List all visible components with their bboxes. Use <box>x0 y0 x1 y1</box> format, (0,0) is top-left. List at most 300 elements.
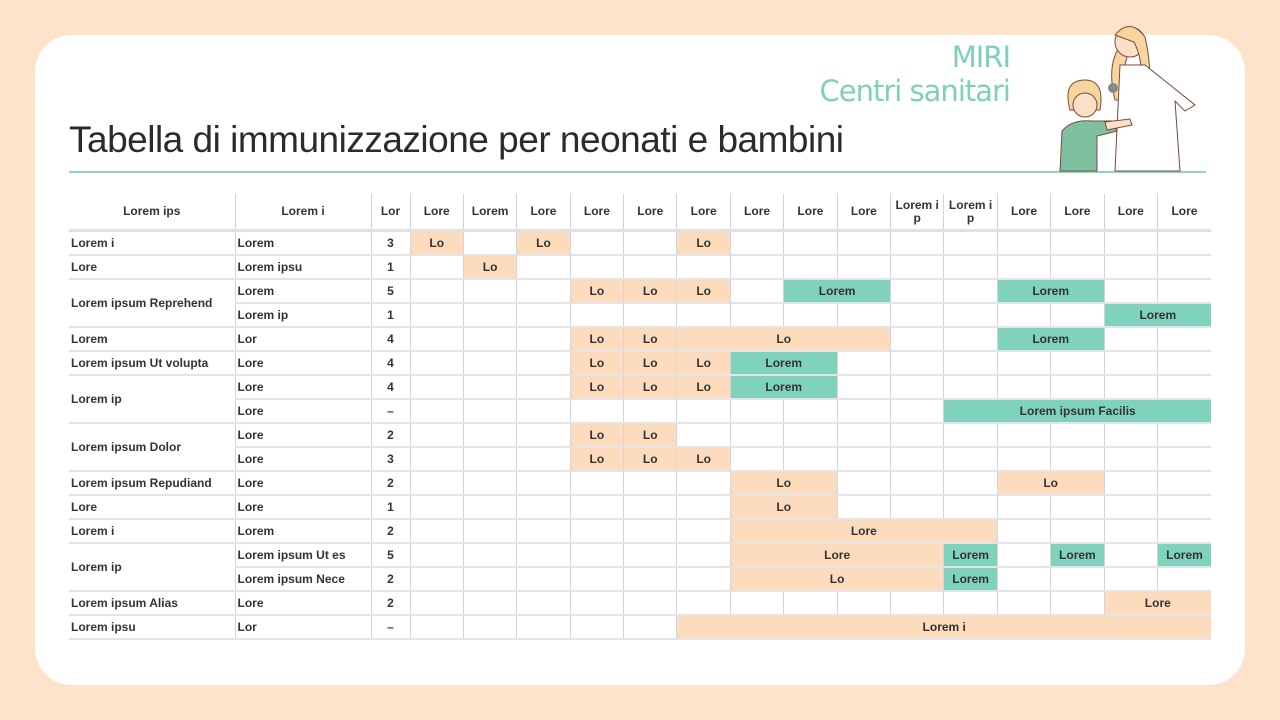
schedule-cell-empty <box>730 399 783 423</box>
doses-cell: 1 <box>371 495 410 519</box>
schedule-cell-empty <box>784 591 837 615</box>
vaccine-name-cell: Lorem ipsum Nece <box>235 567 371 591</box>
schedule-cell-empty <box>410 303 463 327</box>
schedule-cell-empty <box>944 471 997 495</box>
schedule-cell-empty <box>517 519 570 543</box>
schedule-cell-empty <box>410 519 463 543</box>
schedule-cell-empty <box>624 615 677 639</box>
schedule-span-green: Lorem <box>997 279 1104 303</box>
schedule-cell-empty <box>1051 591 1104 615</box>
schedule-cell-empty <box>410 471 463 495</box>
schedule-cell-empty <box>410 423 463 447</box>
column-header: Lore <box>410 194 463 231</box>
schedule-cell-empty <box>891 423 944 447</box>
schedule-cell-empty <box>570 303 623 327</box>
schedule-span-green: Lorem <box>1157 543 1211 567</box>
doses-cell: – <box>371 615 410 639</box>
schedule-cell-empty <box>517 399 570 423</box>
vaccine-group-cell: Lorem ip <box>69 375 235 423</box>
doses-cell: 4 <box>371 327 410 351</box>
schedule-cell-empty <box>944 231 997 256</box>
schedule-cell-empty <box>570 543 623 567</box>
schedule-span-peach: Lo <box>410 231 463 256</box>
schedule-cell-empty <box>410 375 463 399</box>
brand-subtitle: Centri sanitari <box>819 74 1010 108</box>
schedule-cell-empty <box>517 471 570 495</box>
schedule-cell-empty <box>624 255 677 279</box>
schedule-cell-empty <box>624 495 677 519</box>
doses-cell: 4 <box>371 351 410 375</box>
column-header: Lore <box>784 194 837 231</box>
schedule-cell-empty <box>944 447 997 471</box>
doctor-child-illustration <box>1030 20 1210 172</box>
schedule-cell-empty <box>517 543 570 567</box>
schedule-span-peach: Lo <box>463 255 516 279</box>
table-row <box>69 591 1211 615</box>
schedule-cell-empty <box>677 471 730 495</box>
column-header: Lore <box>997 194 1050 231</box>
column-header: Lore <box>730 194 783 231</box>
schedule-span-peach: Lo <box>570 375 623 399</box>
table-row <box>69 615 1211 639</box>
schedule-cell-empty <box>944 351 997 375</box>
schedule-span-peach: Lo <box>730 471 837 495</box>
page-title: Tabella di immunizzazione per neonati e bambini <box>69 119 844 160</box>
schedule-cell-empty <box>624 399 677 423</box>
schedule-span-peach: Lo <box>570 351 623 375</box>
schedule-cell-empty <box>837 375 890 399</box>
schedule-cell-empty <box>997 567 1050 591</box>
table-row <box>69 231 1211 256</box>
schedule-cell-empty <box>784 399 837 423</box>
doses-cell: 2 <box>371 471 410 495</box>
schedule-cell-empty <box>997 543 1050 567</box>
schedule-span-peach: Lo <box>624 327 677 351</box>
schedule-cell-empty <box>891 471 944 495</box>
schedule-cell-empty <box>1157 567 1211 591</box>
schedule-cell-empty <box>1157 375 1211 399</box>
doses-cell: 2 <box>371 591 410 615</box>
schedule-cell-empty <box>624 231 677 256</box>
schedule-cell-empty <box>837 495 890 519</box>
schedule-span-peach: Lo <box>624 423 677 447</box>
schedule-cell-empty <box>517 567 570 591</box>
vaccine-name-cell: Lore <box>235 495 371 519</box>
schedule-cell-empty <box>1157 519 1211 543</box>
schedule-cell-empty <box>891 375 944 399</box>
schedule-cell-empty <box>837 399 890 423</box>
schedule-cell-empty <box>677 255 730 279</box>
schedule-span-green: Lorem <box>784 279 891 303</box>
vaccine-group-cell: Lorem ip <box>69 543 235 591</box>
schedule-cell-empty <box>463 519 516 543</box>
schedule-cell-empty <box>410 327 463 351</box>
schedule-cell-empty <box>1157 231 1211 256</box>
schedule-span-peach: Lo <box>677 327 891 351</box>
schedule-cell-empty <box>1157 279 1211 303</box>
schedule-cell-empty <box>891 327 944 351</box>
schedule-span-peach: Lo <box>624 375 677 399</box>
vaccine-name-cell: Lore <box>235 423 371 447</box>
schedule-cell-empty <box>1104 375 1157 399</box>
schedule-cell-empty <box>517 447 570 471</box>
schedule-span-peach: Lo <box>677 375 730 399</box>
doses-cell: 1 <box>371 255 410 279</box>
vaccine-group-cell: Lore <box>69 255 235 279</box>
schedule-cell-empty <box>624 303 677 327</box>
schedule-cell-empty <box>463 375 516 399</box>
table-row <box>69 471 1211 495</box>
doses-cell: 5 <box>371 279 410 303</box>
schedule-cell-empty <box>997 519 1050 543</box>
schedule-cell-empty <box>570 615 623 639</box>
schedule-cell-empty <box>1051 303 1104 327</box>
schedule-cell-empty <box>891 495 944 519</box>
column-header: Lor <box>371 194 410 231</box>
vaccine-group-cell: Lorem <box>69 327 235 351</box>
schedule-cell-empty <box>1051 255 1104 279</box>
vaccine-group-cell: Lore <box>69 495 235 519</box>
schedule-cell-empty <box>410 567 463 591</box>
schedule-cell-empty <box>837 303 890 327</box>
schedule-cell-empty <box>1157 447 1211 471</box>
table-row <box>69 495 1211 519</box>
schedule-cell-empty <box>410 543 463 567</box>
schedule-span-green: Lorem <box>730 351 837 375</box>
schedule-cell-empty <box>570 471 623 495</box>
schedule-cell-empty <box>624 519 677 543</box>
column-header: Lore <box>677 194 730 231</box>
column-header: Lorem i p <box>891 194 944 231</box>
schedule-cell-empty <box>677 567 730 591</box>
column-header: Lore <box>570 194 623 231</box>
vaccine-name-cell: Lore <box>235 471 371 495</box>
schedule-cell-empty <box>1051 519 1104 543</box>
immunization-table <box>69 194 1211 640</box>
schedule-cell-empty <box>1104 351 1157 375</box>
doses-cell: 3 <box>371 231 410 256</box>
vaccine-group-cell: Lorem ipsum Ut volupta <box>69 351 235 375</box>
table-row <box>69 375 1211 399</box>
vaccine-name-cell: Lore <box>235 447 371 471</box>
schedule-span-peach: Lo <box>677 351 730 375</box>
schedule-cell-empty <box>1104 519 1157 543</box>
schedule-cell-empty <box>730 423 783 447</box>
schedule-cell-empty <box>570 255 623 279</box>
schedule-cell-empty <box>624 567 677 591</box>
table-row <box>69 255 1211 279</box>
vaccine-group-cell: Lorem i <box>69 519 235 543</box>
column-header: Lorem ips <box>69 194 235 231</box>
schedule-cell-empty <box>463 423 516 447</box>
schedule-cell-empty <box>730 255 783 279</box>
schedule-cell-empty <box>784 423 837 447</box>
schedule-cell-empty <box>837 447 890 471</box>
schedule-cell-empty <box>410 591 463 615</box>
schedule-cell-empty <box>1051 423 1104 447</box>
table-row <box>69 423 1211 447</box>
schedule-cell-empty <box>837 231 890 256</box>
table-row <box>69 303 1211 327</box>
table-row <box>69 279 1211 303</box>
schedule-cell-empty <box>463 591 516 615</box>
schedule-cell-empty <box>997 375 1050 399</box>
schedule-span-green: Lorem <box>997 327 1104 351</box>
schedule-cell-empty <box>891 303 944 327</box>
schedule-cell-empty <box>624 591 677 615</box>
schedule-span-peach: Lo <box>730 567 944 591</box>
schedule-cell-empty <box>463 327 516 351</box>
schedule-cell-empty <box>837 351 890 375</box>
schedule-cell-empty <box>1104 471 1157 495</box>
schedule-cell-empty <box>997 303 1050 327</box>
schedule-cell-empty <box>570 399 623 423</box>
schedule-cell-empty <box>997 423 1050 447</box>
vaccine-name-cell: Lorem <box>235 519 371 543</box>
schedule-cell-empty <box>891 591 944 615</box>
column-header: Lore <box>624 194 677 231</box>
schedule-cell-empty <box>463 279 516 303</box>
schedule-span-peach: Lo <box>570 423 623 447</box>
doses-cell: 2 <box>371 423 410 447</box>
table-row <box>69 567 1211 591</box>
schedule-cell-empty <box>944 255 997 279</box>
schedule-cell-empty <box>1051 447 1104 471</box>
schedule-cell-empty <box>677 519 730 543</box>
schedule-cell-empty <box>837 471 890 495</box>
schedule-cell-empty <box>997 447 1050 471</box>
schedule-cell-empty <box>1157 423 1211 447</box>
schedule-span-green: Lorem <box>944 567 997 591</box>
schedule-cell-empty <box>891 447 944 471</box>
schedule-cell-empty <box>517 423 570 447</box>
schedule-cell-empty <box>463 495 516 519</box>
column-header: Lore <box>517 194 570 231</box>
vaccine-group-cell: Lorem ipsum Repudiand <box>69 471 235 495</box>
schedule-cell-empty <box>997 255 1050 279</box>
schedule-span-peach: Lo <box>997 471 1104 495</box>
schedule-cell-empty <box>1051 567 1104 591</box>
schedule-cell-empty <box>891 231 944 256</box>
vaccine-group-cell: Lorem ipsu <box>69 615 235 639</box>
schedule-cell-empty <box>570 591 623 615</box>
schedule-cell-empty <box>677 591 730 615</box>
column-header: Lorem i <box>235 194 371 231</box>
vaccine-name-cell: Lorem ipsum Ut es <box>235 543 371 567</box>
vaccine-name-cell: Lorem ipsu <box>235 255 371 279</box>
schedule-cell-empty <box>1051 231 1104 256</box>
schedule-cell-empty <box>891 279 944 303</box>
schedule-cell-empty <box>463 447 516 471</box>
column-header: Lorem i p <box>944 194 997 231</box>
schedule-span-peach: Lo <box>730 495 837 519</box>
schedule-cell-empty <box>784 447 837 471</box>
schedule-span-peach: Lo <box>570 327 623 351</box>
schedule-cell-empty <box>570 495 623 519</box>
schedule-cell-empty <box>517 255 570 279</box>
schedule-cell-empty <box>677 423 730 447</box>
schedule-cell-empty <box>410 495 463 519</box>
schedule-cell-empty <box>730 231 783 256</box>
schedule-cell-empty <box>463 351 516 375</box>
doses-cell: 1 <box>371 303 410 327</box>
schedule-cell-empty <box>463 231 516 256</box>
schedule-span-peach: Lo <box>677 231 730 256</box>
vaccine-name-cell: Lore <box>235 591 371 615</box>
schedule-cell-empty <box>944 495 997 519</box>
schedule-cell-empty <box>1157 327 1211 351</box>
doses-cell: 5 <box>371 543 410 567</box>
column-header: Lore <box>1157 194 1211 231</box>
vaccine-name-cell: Lore <box>235 399 371 423</box>
table-row <box>69 399 1211 423</box>
schedule-cell-empty <box>1104 423 1157 447</box>
schedule-cell-empty <box>677 495 730 519</box>
doses-cell: 2 <box>371 519 410 543</box>
schedule-span-peach: Lo <box>517 231 570 256</box>
schedule-cell-empty <box>891 255 944 279</box>
schedule-cell-empty <box>944 327 997 351</box>
schedule-span-peach: Lo <box>624 279 677 303</box>
schedule-cell-empty <box>997 591 1050 615</box>
schedule-span-peach: Lore <box>1104 591 1211 615</box>
schedule-cell-empty <box>1157 471 1211 495</box>
vaccine-group-cell: Lorem ipsum Dolor <box>69 423 235 471</box>
schedule-cell-empty <box>517 279 570 303</box>
schedule-cell-empty <box>1104 567 1157 591</box>
schedule-cell-empty <box>784 231 837 256</box>
schedule-cell-empty <box>891 351 944 375</box>
vaccine-name-cell: Lor <box>235 615 371 639</box>
schedule-cell-empty <box>570 519 623 543</box>
table-header-row <box>69 194 1211 231</box>
brand-name: MIRI <box>951 40 1010 74</box>
column-header: Lore <box>1051 194 1104 231</box>
schedule-cell-empty <box>730 591 783 615</box>
schedule-span-green: Lorem <box>1051 543 1104 567</box>
schedule-cell-empty <box>1051 495 1104 519</box>
schedule-cell-empty <box>1104 327 1157 351</box>
schedule-cell-empty <box>1157 255 1211 279</box>
column-header: Lore <box>837 194 890 231</box>
schedule-cell-empty <box>1104 543 1157 567</box>
column-header: Lorem <box>463 194 516 231</box>
schedule-span-peach: Lo <box>677 447 730 471</box>
schedule-cell-empty <box>1104 255 1157 279</box>
schedule-cell-empty <box>410 255 463 279</box>
schedule-cell-empty <box>410 399 463 423</box>
schedule-cell-empty <box>517 351 570 375</box>
vaccine-name-cell: Lorem <box>235 279 371 303</box>
table-row <box>69 327 1211 351</box>
doses-cell: 3 <box>371 447 410 471</box>
schedule-cell-empty <box>730 279 783 303</box>
schedule-cell-empty <box>463 471 516 495</box>
schedule-span-green: Lorem <box>730 375 837 399</box>
schedule-cell-empty <box>1104 495 1157 519</box>
column-header: Lore <box>1104 194 1157 231</box>
schedule-cell-empty <box>463 303 516 327</box>
vaccine-group-cell: Lorem ipsum Alias <box>69 591 235 615</box>
table-row <box>69 447 1211 471</box>
schedule-span-green: Lorem <box>944 543 997 567</box>
schedule-cell-empty <box>997 231 1050 256</box>
vaccine-name-cell: Lore <box>235 351 371 375</box>
schedule-span-peach: Lo <box>570 447 623 471</box>
schedule-cell-empty <box>784 255 837 279</box>
schedule-cell-empty <box>463 615 516 639</box>
schedule-cell-empty <box>517 615 570 639</box>
schedule-cell-empty <box>624 471 677 495</box>
schedule-span-peach: Lo <box>624 351 677 375</box>
schedule-cell-empty <box>463 567 516 591</box>
doses-cell: – <box>371 399 410 423</box>
schedule-cell-empty <box>837 423 890 447</box>
schedule-cell-empty <box>677 543 730 567</box>
schedule-span-green: Lorem ipsum Facilis <box>944 399 1211 423</box>
vaccine-name-cell: Lore <box>235 375 371 399</box>
vaccine-name-cell: Lorem <box>235 231 371 256</box>
schedule-cell-empty <box>1157 495 1211 519</box>
schedule-cell-empty <box>624 543 677 567</box>
schedule-cell-empty <box>410 279 463 303</box>
schedule-cell-empty <box>570 231 623 256</box>
schedule-cell-empty <box>570 567 623 591</box>
table-row <box>69 519 1211 543</box>
schedule-span-peach: Lore <box>730 519 997 543</box>
schedule-cell-empty <box>677 303 730 327</box>
schedule-cell-empty <box>1104 447 1157 471</box>
schedule-cell-empty <box>944 591 997 615</box>
schedule-cell-empty <box>677 399 730 423</box>
schedule-span-peach: Lo <box>677 279 730 303</box>
schedule-cell-empty <box>1104 279 1157 303</box>
doses-cell: 2 <box>371 567 410 591</box>
table-row <box>69 543 1211 567</box>
schedule-span-peach: Lo <box>624 447 677 471</box>
schedule-cell-empty <box>891 399 944 423</box>
schedule-span-peach: Lore <box>730 543 944 567</box>
schedule-span-peach: Lo <box>570 279 623 303</box>
schedule-cell-empty <box>730 447 783 471</box>
schedule-cell-empty <box>517 327 570 351</box>
schedule-cell-empty <box>517 591 570 615</box>
vaccine-group-cell: Lorem ipsum Reprehend <box>69 279 235 327</box>
schedule-cell-empty <box>944 423 997 447</box>
schedule-cell-empty <box>517 495 570 519</box>
schedule-cell-empty <box>1051 351 1104 375</box>
schedule-cell-empty <box>944 375 997 399</box>
table-row <box>69 351 1211 375</box>
vaccine-name-cell: Lor <box>235 327 371 351</box>
schedule-cell-empty <box>410 351 463 375</box>
schedule-cell-empty <box>410 615 463 639</box>
schedule-cell-empty <box>997 495 1050 519</box>
schedule-span-peach: Lorem i <box>677 615 1211 639</box>
schedule-cell-empty <box>517 303 570 327</box>
schedule-cell-empty <box>1104 231 1157 256</box>
schedule-cell-empty <box>944 279 997 303</box>
schedule-cell-empty <box>1157 351 1211 375</box>
schedule-cell-empty <box>837 591 890 615</box>
schedule-cell-empty <box>463 399 516 423</box>
schedule-cell-empty <box>944 303 997 327</box>
schedule-span-green: Lorem <box>1104 303 1211 327</box>
schedule-cell-empty <box>463 543 516 567</box>
schedule-cell-empty <box>784 303 837 327</box>
schedule-cell-empty <box>1051 375 1104 399</box>
doses-cell: 4 <box>371 375 410 399</box>
